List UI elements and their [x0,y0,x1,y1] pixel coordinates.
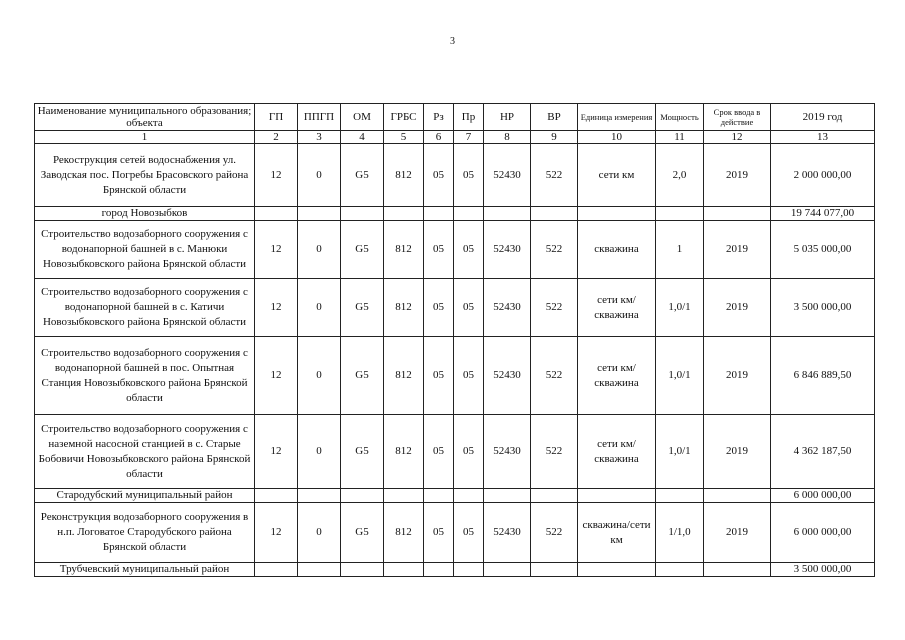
cell-nr: 52430 [484,279,531,337]
cell-unit: сети км/скважина [578,279,656,337]
header-om: ОМ [341,104,384,131]
cell-amount: 3 500 000,00 [771,279,875,337]
section-row [35,207,875,221]
cell-vr: 522 [531,415,578,489]
cell-vr [531,207,578,221]
cell-om [341,207,384,221]
header-grbs: ГРБС [384,104,424,131]
cell-amount: 6 846 889,50 [771,337,875,415]
cell-grbs [384,207,424,221]
header-gp: ГП [255,104,298,131]
table-row [35,279,875,337]
cell-rz: 05 [424,144,454,207]
cell-rz: 05 [424,221,454,279]
cell-grbs: 812 [384,279,424,337]
row-name: город Новозыбков [35,207,255,221]
cell-pr: 05 [454,221,484,279]
cell-term [704,563,771,577]
cell-vr [531,489,578,503]
cell-pr: 05 [454,279,484,337]
cell-pr [454,489,484,503]
cell-nr: 52430 [484,221,531,279]
row-name: Строительство водозаборного сооружения с водонапорной башней в пос. Опытная Станция Новозыбковского района Брянской области [35,337,255,415]
cell-unit [578,207,656,221]
cell-ppgp [298,563,341,577]
cell-term: 2019 [704,144,771,207]
column-number-row [35,131,875,144]
cell-unit: сети км/скважина [578,415,656,489]
cell-gp [255,489,298,503]
cell-amount: 6 000 000,00 [771,503,875,563]
cell-om: G5 [341,221,384,279]
cell-ppgp: 0 [298,415,341,489]
cell-vr [531,563,578,577]
cell-ppgp [298,207,341,221]
section-row [35,489,875,503]
cell-term [704,207,771,221]
cell-pr [454,563,484,577]
header-term: Срок ввода в действие [704,104,771,131]
cell-ppgp: 0 [298,337,341,415]
page-number: 3 [450,36,455,47]
cell-unit: скважина/сети км [578,503,656,563]
cell-vr: 522 [531,144,578,207]
table-row [35,337,875,415]
cell-vr: 522 [531,337,578,415]
cell-unit: сети км/скважина [578,337,656,415]
cell-rz [424,563,454,577]
cell-om: G5 [341,503,384,563]
cell-grbs [384,489,424,503]
header-name: Наименование муниципального образования; объекта [35,104,255,131]
cell-gp [255,563,298,577]
cell-unit [578,563,656,577]
cell-rz: 05 [424,279,454,337]
cell-gp: 12 [255,279,298,337]
cell-gp: 12 [255,221,298,279]
cell-power: 1 [656,221,704,279]
cell-vr: 522 [531,503,578,563]
cell-grbs: 812 [384,415,424,489]
cell-unit: скважина [578,221,656,279]
cell-unit [578,489,656,503]
cell-grbs: 812 [384,503,424,563]
column-number: 9 [531,131,578,144]
cell-power [656,489,704,503]
column-number: 4 [341,131,384,144]
cell-gp [255,207,298,221]
cell-nr: 52430 [484,337,531,415]
cell-nr [484,207,531,221]
cell-gp: 12 [255,415,298,489]
cell-pr: 05 [454,337,484,415]
cell-gp: 12 [255,144,298,207]
cell-rz: 05 [424,415,454,489]
cell-om [341,563,384,577]
cell-ppgp [298,489,341,503]
column-number: 8 [484,131,531,144]
header-vr: ВР [531,104,578,131]
cell-om: G5 [341,279,384,337]
cell-vr: 522 [531,221,578,279]
cell-nr [484,563,531,577]
row-name: Строительство водозаборного сооружения с водонапорной башней в с. Манюки Новозыбковского района Брянской области [35,221,255,279]
cell-term: 2019 [704,503,771,563]
cell-ppgp: 0 [298,221,341,279]
column-number: 11 [656,131,704,144]
column-number: 3 [298,131,341,144]
column-number: 1 [35,131,255,144]
cell-amount: 6 000 000,00 [771,489,875,503]
row-name: Строительство водозаборного сооружения с наземной насосной станцией в с. Старые Бобовичи Новозыбковского района Брянской области [35,415,255,489]
cell-power: 1/1,0 [656,503,704,563]
row-name: Трубчевский муниципальный район [35,563,255,577]
cell-grbs [384,563,424,577]
cell-pr: 05 [454,144,484,207]
row-name: Стародубский муниципальный район [35,489,255,503]
header-year: 2019 год [771,104,875,131]
cell-rz [424,489,454,503]
cell-grbs: 812 [384,337,424,415]
cell-pr: 05 [454,415,484,489]
column-number: 6 [424,131,454,144]
cell-term: 2019 [704,221,771,279]
cell-nr: 52430 [484,144,531,207]
cell-nr [484,489,531,503]
cell-nr: 52430 [484,503,531,563]
header-pr: Пр [454,104,484,131]
column-number: 10 [578,131,656,144]
cell-amount: 5 035 000,00 [771,221,875,279]
header-ppgp: ППГП [298,104,341,131]
cell-om: G5 [341,337,384,415]
column-number: 7 [454,131,484,144]
header-rz: Рз [424,104,454,131]
cell-amount: 3 500 000,00 [771,563,875,577]
cell-nr: 52430 [484,415,531,489]
cell-unit: сети км [578,144,656,207]
cell-om [341,489,384,503]
cell-ppgp: 0 [298,279,341,337]
cell-pr: 05 [454,503,484,563]
cell-power: 1,0/1 [656,337,704,415]
cell-term: 2019 [704,415,771,489]
row-name: Строительство водозаборного сооружения с водонапорной башней в с. Катичи Новозыбковского района Брянской области [35,279,255,337]
row-name: Реконструкция водозаборного сооружения в н.п. Логоватое Стародубского района Брянской области [35,503,255,563]
cell-power: 2,0 [656,144,704,207]
cell-power: 1,0/1 [656,415,704,489]
cell-pr [454,207,484,221]
cell-gp: 12 [255,503,298,563]
column-number: 13 [771,131,875,144]
table-row [35,221,875,279]
header-power: Мощность [656,104,704,131]
header-unit: Единица измерения [578,104,656,131]
header-nr: НР [484,104,531,131]
table-body [35,144,875,577]
table-row [35,503,875,563]
cell-ppgp: 0 [298,144,341,207]
cell-term [704,489,771,503]
column-number: 5 [384,131,424,144]
cell-grbs: 812 [384,221,424,279]
cell-power [656,563,704,577]
cell-term: 2019 [704,279,771,337]
cell-rz [424,207,454,221]
section-row [35,563,875,577]
cell-ppgp: 0 [298,503,341,563]
cell-amount: 4 362 187,50 [771,415,875,489]
cell-om: G5 [341,415,384,489]
cell-power: 1,0/1 [656,279,704,337]
cell-rz: 05 [424,503,454,563]
cell-power [656,207,704,221]
table-row [35,415,875,489]
budget-table [34,103,875,577]
cell-grbs: 812 [384,144,424,207]
cell-om: G5 [341,144,384,207]
row-name: Рекострукция сетей водоснабжения ул. Заводская пос. Погребы Брасовского района Брянской области [35,144,255,207]
cell-amount: 2 000 000,00 [771,144,875,207]
cell-rz: 05 [424,337,454,415]
column-number: 12 [704,131,771,144]
cell-vr: 522 [531,279,578,337]
header-row [35,104,875,131]
cell-term: 2019 [704,337,771,415]
table-row [35,144,875,207]
column-number: 2 [255,131,298,144]
cell-amount: 19 744 077,00 [771,207,875,221]
cell-gp: 12 [255,337,298,415]
